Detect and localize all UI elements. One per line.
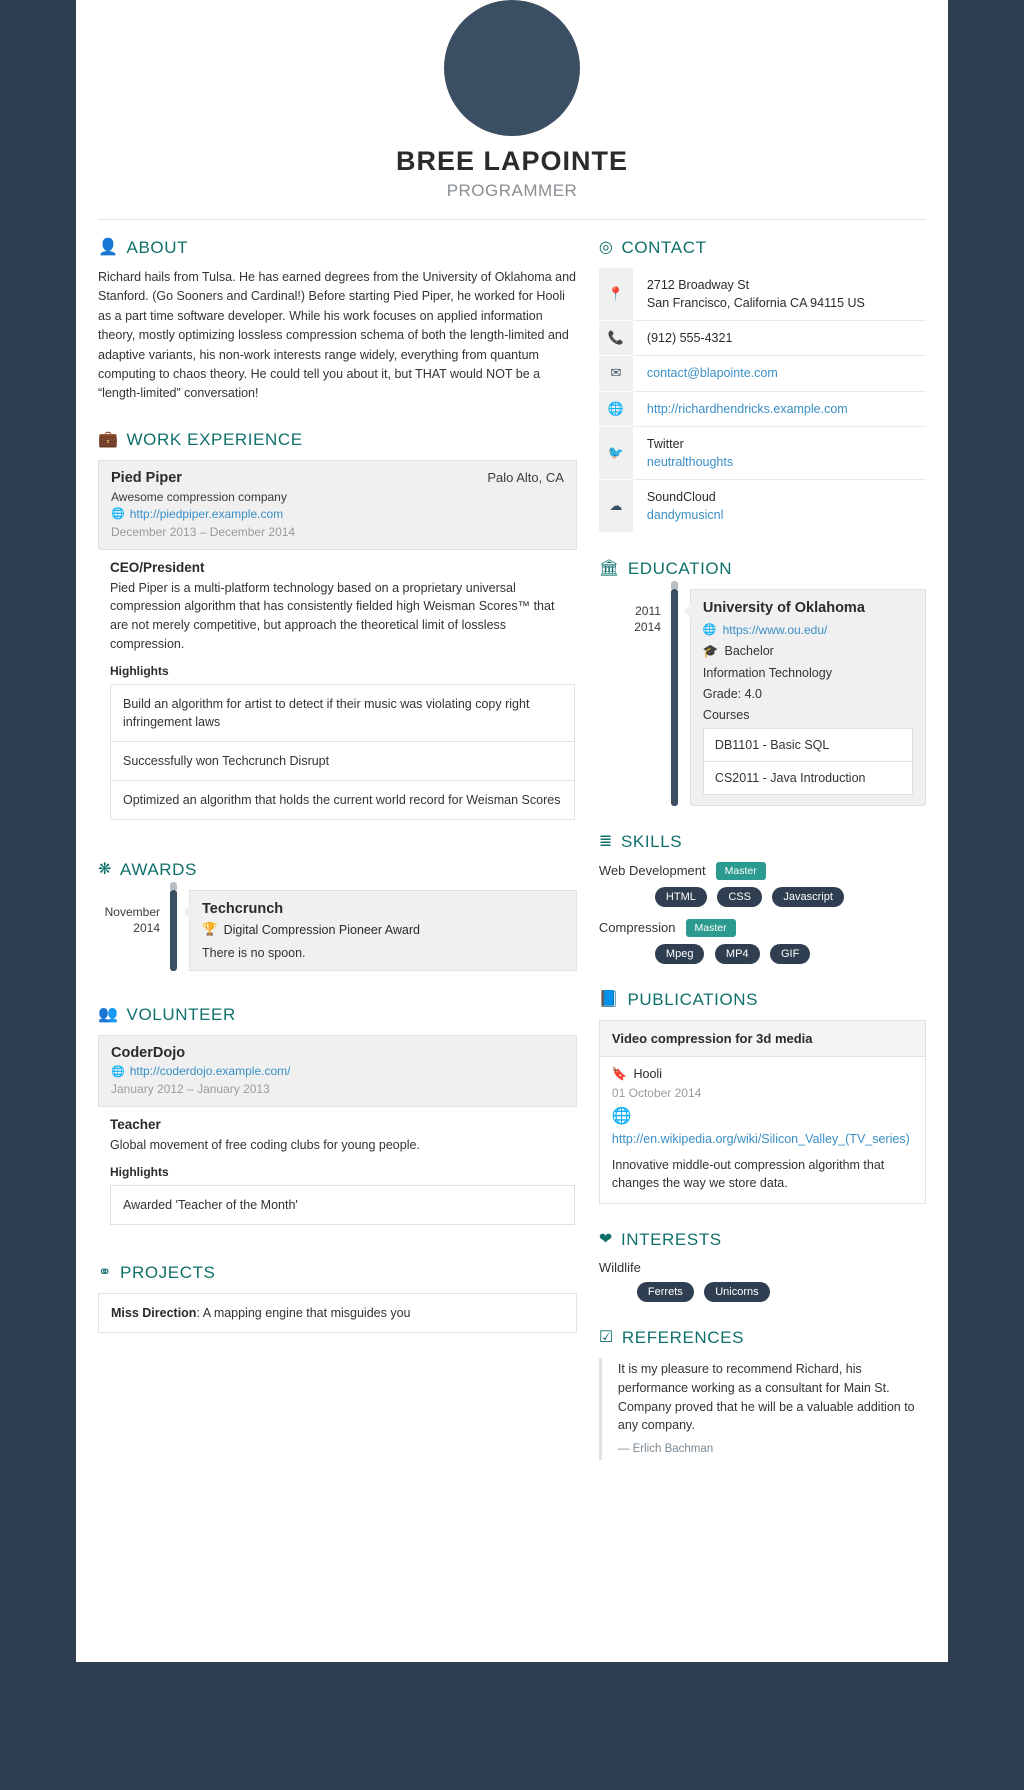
volunteer-organization: CoderDojo xyxy=(111,1045,186,1062)
user-icon: 👤 xyxy=(98,239,119,256)
twitter-icon: 🐦 xyxy=(599,426,633,479)
about-heading xyxy=(98,238,577,258)
about-heading-label: ABOUT xyxy=(126,238,189,257)
section-volunteer xyxy=(98,1005,577,1225)
bookmark-icon: 🔖 xyxy=(611,1066,628,1081)
project-description: : A mapping engine that misguides you xyxy=(196,1306,411,1320)
skill-level-badge: Master xyxy=(686,919,736,937)
section-references xyxy=(599,1328,926,1460)
volunteer-summary: Global movement of free coding clubs for young people. xyxy=(110,1138,420,1153)
education-area: Information Technology xyxy=(702,665,832,680)
globe-icon: 🌐 xyxy=(599,391,633,426)
globe-icon: 🌐 xyxy=(611,1107,632,1125)
right-column xyxy=(599,238,926,1486)
award-date xyxy=(98,890,170,971)
asterisk-icon: ❋ xyxy=(98,861,113,879)
project-name: Miss Direction xyxy=(111,1306,197,1320)
section-skills xyxy=(599,832,926,964)
section-publications xyxy=(599,990,926,1205)
volunteer-card-header xyxy=(98,1035,577,1107)
list-item: CS2011 - Java Introduction xyxy=(714,770,866,785)
globe-icon: 🌐 xyxy=(111,1065,125,1078)
award-title: Digital Compression Pioneer Award xyxy=(223,922,420,937)
skill-keywords xyxy=(655,944,926,964)
heart-icon: ❤ xyxy=(598,1231,613,1249)
keyword-chip: CSS xyxy=(717,887,762,907)
avatar xyxy=(444,0,580,136)
interests-heading-label: INTERESTS xyxy=(620,1230,722,1250)
volunteer-position: Teacher xyxy=(110,1117,161,1133)
contact-phone: (912) 555-4321 xyxy=(646,331,733,346)
award-awarder: Techcrunch xyxy=(202,901,284,918)
keyword-chip: Unicorns xyxy=(704,1282,769,1302)
contact-twitter-username[interactable]: neutralthoughts xyxy=(646,454,734,469)
work-location: Palo Alto, CA xyxy=(487,469,564,485)
list-item: Successfully won Techcrunch Disrupt xyxy=(111,742,574,781)
section-projects xyxy=(98,1263,577,1333)
award-summary: There is no spoon. xyxy=(202,946,306,961)
references-heading xyxy=(599,1328,926,1348)
interests-heading xyxy=(599,1230,926,1250)
skill-keywords xyxy=(655,887,926,907)
skill-item xyxy=(599,862,926,880)
keyword-chip: MP4 xyxy=(715,944,760,964)
bank-icon: 🏛 xyxy=(598,559,620,577)
reference-author: — Erlich Bachman xyxy=(617,1443,714,1456)
education-timeline xyxy=(599,589,926,806)
section-awards xyxy=(98,860,577,971)
projects-heading xyxy=(98,1263,577,1283)
keyword-chip: Mpeg xyxy=(655,944,705,964)
awards-heading-label: AWARDS xyxy=(120,860,197,880)
publications-heading xyxy=(599,990,926,1010)
left-column xyxy=(98,238,577,1486)
section-education xyxy=(599,559,926,806)
award-date-line2: 2014 xyxy=(133,921,160,936)
references-heading-label: REFERENCES xyxy=(621,1328,745,1348)
phone-icon: 📞 xyxy=(599,321,633,356)
volunteer-highlights-label: Highlights xyxy=(110,1164,169,1179)
education-heading xyxy=(599,559,926,579)
reference-item xyxy=(599,1358,926,1460)
skills-heading xyxy=(599,832,926,852)
education-study-type: Bachelor xyxy=(724,644,774,659)
resume-header xyxy=(98,0,926,220)
contact-row-email xyxy=(599,356,926,391)
reference-text: It is my pleasure to recommend Richard, his performance working as a consultant for Main St. Company proved that he will be a valuable addition to any company. xyxy=(617,1362,915,1433)
graduation-cap-icon: 🎓 xyxy=(702,643,719,658)
work-company: Pied Piper xyxy=(111,469,182,486)
skills-heading-label: SKILLS xyxy=(620,831,683,851)
volunteer-dates: January 2012 – January 2013 xyxy=(111,1082,270,1097)
work-description: Awesome compression company xyxy=(111,489,287,504)
work-position: CEO/President xyxy=(110,559,205,575)
publication-date: 01 October 2014 xyxy=(611,1085,702,1100)
award-date-line1: November xyxy=(104,905,160,920)
work-heading-label: WORK EXPERIENCE xyxy=(126,429,303,449)
trophy-icon: 🏆 xyxy=(202,922,218,937)
list-item: Optimized an algorithm that holds the current world record for Weisman Scores xyxy=(123,793,561,807)
timeline-bar xyxy=(671,589,678,806)
content-columns xyxy=(76,220,948,1486)
volunteer-card-body xyxy=(98,1107,577,1225)
volunteer-heading xyxy=(98,1005,577,1025)
keyword-chip: Javascript xyxy=(772,887,844,907)
education-card xyxy=(690,589,926,806)
keyword-chip: HTML xyxy=(655,887,707,907)
contact-email-link[interactable]: contact@blapointe.com xyxy=(646,366,778,381)
briefcase-icon: 💼 xyxy=(98,430,119,448)
contact-heading xyxy=(599,238,926,258)
cloud-icon: ☁ xyxy=(599,479,633,532)
contact-website-link[interactable]: http://richardhendricks.example.com xyxy=(646,401,848,416)
publication-summary: Innovative middle-out compression algorithm that changes the way we store data. xyxy=(611,1157,885,1191)
education-heading-label: EDUCATION xyxy=(627,558,733,578)
job-label: PROGRAMMER xyxy=(446,181,578,200)
work-highlights-list xyxy=(110,684,575,821)
contact-address-line1: 2712 Broadway St xyxy=(646,278,750,292)
section-work xyxy=(98,430,577,821)
work-dates: December 2013 – December 2014 xyxy=(111,524,296,539)
contact-address-line2: San Francisco, California CA 94115 US xyxy=(646,296,865,311)
work-website-link[interactable]: http://piedpiper.example.com xyxy=(129,506,284,521)
awards-timeline xyxy=(98,890,577,971)
contact-row-website xyxy=(599,391,926,426)
envelope-icon: ✉ xyxy=(599,356,633,391)
contact-table xyxy=(599,268,926,533)
volunteer-website-link[interactable]: http://coderdojo.example.com/ xyxy=(129,1064,291,1079)
contact-row-phone xyxy=(599,321,926,356)
work-heading xyxy=(98,430,577,450)
education-date-line1: 2011 xyxy=(635,603,661,618)
work-card-body xyxy=(98,550,577,821)
target-icon: ◎ xyxy=(598,239,614,256)
education-institution: University of Oklahoma xyxy=(702,599,865,616)
education-courses-label: Courses xyxy=(702,707,750,722)
education-courses-list xyxy=(703,728,913,795)
contact-heading-label: CONTACT xyxy=(621,238,707,257)
check-square-icon: ☑ xyxy=(598,1329,614,1347)
award-card xyxy=(189,890,577,971)
publication-publisher: Hooli xyxy=(633,1067,662,1082)
contact-twitter-network: Twitter xyxy=(646,436,684,451)
interest-name: Wildlife xyxy=(598,1260,641,1276)
about-text: Richard hails from Tulsa. He has earned degrees from the University of Oklahoma and Stanford. (Go Sooners and Cardinal!) Before starting Pied Piper, he worked for Hooli as a part time software developer. While his work focuses on applied information theory, mostly optimizing lossless compression schema of both the length-limited and adaptive variants, his non-work interests range widely, everything from quantum computing to chaos theory. He could tell you about it, but THAT would NOT be a “length-limited” conversation! xyxy=(98,270,577,401)
contact-soundcloud-network: SoundCloud xyxy=(646,489,716,504)
users-icon: 👥 xyxy=(98,1006,119,1024)
interest-keywords xyxy=(637,1282,926,1302)
keyword-chip: Ferrets xyxy=(637,1282,694,1302)
publication-website-link[interactable]: http://en.wikipedia.org/wiki/Silicon_Valley_(TV_series) xyxy=(611,1131,910,1146)
education-grade: Grade: 4.0 xyxy=(702,686,762,701)
contact-row-soundcloud xyxy=(599,479,926,532)
education-url-link[interactable]: https://www.ou.edu/ xyxy=(722,622,828,637)
book-icon: 📘 xyxy=(598,990,620,1008)
projects-heading-label: PROJECTS xyxy=(120,1263,216,1282)
page-title: BREE LAPOINTE xyxy=(395,146,629,176)
education-dates xyxy=(599,589,671,806)
contact-soundcloud-username[interactable]: dandymusicnl xyxy=(646,508,724,522)
list-item: DB1101 - Basic SQL xyxy=(704,729,912,762)
skill-name: Web Development xyxy=(598,863,706,879)
branch-icon: ⚭ xyxy=(98,1264,113,1281)
work-highlights-label: Highlights xyxy=(110,663,169,678)
timeline-bar xyxy=(170,890,177,971)
skill-item xyxy=(599,919,926,937)
skill-name: Compression xyxy=(598,920,676,936)
list-item: Build an algorithm for artist to detect if their music was violating copy right infringement laws xyxy=(111,685,574,742)
publication-name: Video compression for 3d media xyxy=(600,1021,925,1057)
awards-heading xyxy=(98,860,577,880)
keyword-chip: GIF xyxy=(770,944,810,964)
resume-page xyxy=(76,0,948,1662)
publication-card xyxy=(599,1020,926,1205)
list-icon: ≣ xyxy=(598,832,613,850)
work-summary: Pied Piper is a multi-platform technology based on a proprietary universal compression algorithm that has consistently fielded high Weisman Scores™ that are not merely competitive, but approach the theoretical limit of lossless compression. xyxy=(110,580,555,651)
volunteer-heading-label: VOLUNTEER xyxy=(126,1005,236,1025)
section-about xyxy=(98,238,577,404)
contact-row-twitter xyxy=(599,426,926,479)
map-pin-icon: 📍 xyxy=(599,268,633,321)
globe-icon: 🌐 xyxy=(111,508,125,521)
section-interests xyxy=(599,1230,926,1302)
section-contact xyxy=(599,238,926,533)
education-date-line2: 2014 xyxy=(634,619,661,634)
volunteer-highlights-list xyxy=(110,1185,575,1225)
skill-level-badge: Master xyxy=(716,862,766,880)
contact-row-address xyxy=(599,268,926,321)
list-item: Awarded 'Teacher of the Month' xyxy=(123,1197,298,1212)
globe-icon: 🌐 xyxy=(702,624,717,637)
publications-heading-label: PUBLICATIONS xyxy=(627,989,759,1009)
project-item xyxy=(98,1293,577,1333)
work-card-header xyxy=(98,460,577,550)
